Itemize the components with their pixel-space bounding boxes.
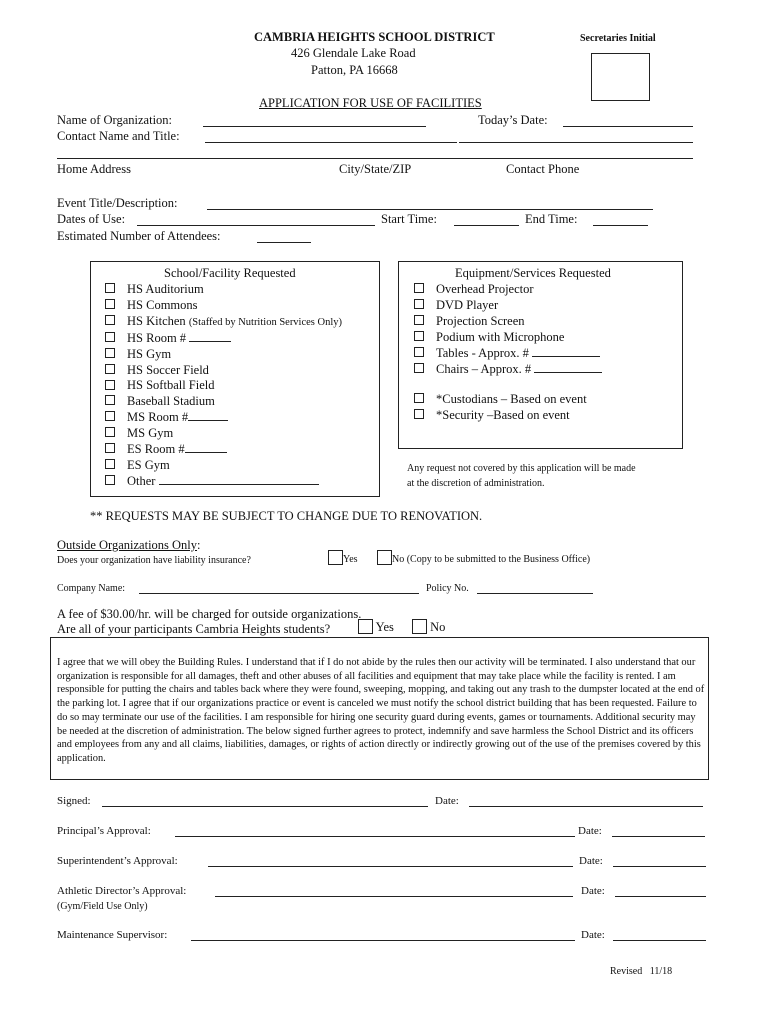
athletic-director-date-field[interactable]	[615, 896, 706, 897]
event-title-label: Event Title/Description:	[57, 196, 178, 210]
signed-date-field[interactable]	[469, 806, 703, 807]
equipment-item: Podium with Microphone	[414, 330, 602, 346]
checkbox-es-gym[interactable]	[105, 459, 115, 469]
dates-of-use-field[interactable]	[137, 225, 375, 226]
facility-item: HS Softball Field	[105, 378, 342, 394]
organization-name-label: Name of Organization:	[57, 113, 173, 127]
checkbox-hs-commons[interactable]	[105, 299, 115, 309]
facility-item: ES Room #	[105, 442, 342, 458]
secretaries-initial-box[interactable]	[591, 53, 650, 101]
superintendent-date-label: Date:	[579, 855, 603, 867]
outside-org-heading: Outside Organizations Only:	[57, 538, 201, 552]
facility-item: HS Room #	[105, 331, 342, 347]
kitchen-note: (Staffed by Nutrition Services Only)	[188, 316, 343, 328]
checkbox-projection-screen[interactable]	[414, 315, 424, 325]
dates-of-use-label: Dates of Use:	[57, 212, 126, 226]
signed-date-label: Date:	[435, 795, 459, 807]
athletic-director-date-label: Date:	[581, 885, 605, 897]
district-address-line1: 426 Glendale Lake Road	[291, 46, 416, 60]
superintendent-approval-label: Superintendent’s Approval:	[57, 855, 178, 867]
es-room-number-field[interactable]	[185, 452, 227, 453]
facility-list	[105, 282, 342, 490]
equipment-list	[414, 282, 602, 377]
todays-date-label: Today’s Date:	[478, 113, 548, 127]
maintenance-date-label: Date:	[581, 929, 605, 941]
company-name-label: Company Name:	[57, 583, 126, 594]
end-time-label: End Time:	[525, 212, 578, 226]
facility-heading: School/Facility Requested	[164, 266, 296, 280]
contact-title-field[interactable]	[459, 142, 693, 143]
contact-name-field[interactable]	[205, 142, 457, 143]
principal-date-field[interactable]	[612, 836, 705, 837]
insurance-no-option: No (Copy to be submitted to the Business Office)	[377, 552, 590, 567]
service-item: *Custodians – Based on event	[414, 392, 587, 408]
equipment-item: Chairs – Approx. #	[414, 362, 602, 378]
checkbox-other[interactable]	[105, 475, 115, 485]
equipment-item: Projection Screen	[414, 314, 602, 330]
checkbox-hs-soccer-field[interactable]	[105, 364, 115, 374]
attendees-field[interactable]	[257, 242, 311, 243]
checkbox-hs-softball-field[interactable]	[105, 380, 115, 390]
facility-item: Other	[105, 474, 342, 490]
participants-no-option: No	[412, 620, 445, 636]
start-time-field[interactable]	[454, 225, 519, 226]
insurance-question: Does your organization have liability insurance?	[57, 555, 251, 566]
insurance-yes-checkbox[interactable]	[328, 550, 343, 565]
checkbox-ms-gym[interactable]	[105, 427, 115, 437]
chairs-count-field[interactable]	[534, 372, 602, 373]
insurance-no-checkbox[interactable]	[377, 550, 392, 565]
ms-room-number-field[interactable]	[188, 420, 228, 421]
service-item: *Security –Based on event	[414, 408, 587, 424]
checkbox-baseball-stadium[interactable]	[105, 395, 115, 405]
principal-approval-label: Principal’s Approval:	[57, 825, 151, 837]
maintenance-date-field[interactable]	[613, 940, 706, 941]
checkbox-ms-room[interactable]	[105, 411, 115, 421]
maintenance-supervisor-label: Maintenance Supervisor:	[57, 929, 168, 941]
home-address-label: Home Address	[57, 162, 131, 176]
checkbox-chairs[interactable]	[414, 363, 424, 373]
revision-note: Revised 11/18	[610, 966, 673, 977]
hs-room-number-field[interactable]	[189, 341, 231, 342]
tables-count-field[interactable]	[532, 356, 600, 357]
participants-question: Are all of your participants Cambria Heights students?	[57, 622, 331, 636]
facility-item: HS Soccer Field	[105, 363, 342, 379]
principal-approval-field[interactable]	[175, 836, 575, 837]
city-state-zip-label: City/State/ZIP	[339, 162, 412, 176]
checkbox-podium-microphone[interactable]	[414, 331, 424, 341]
agreement-text: I agree that we will obey the Building Rules. I understand that if I do not abide by the rules then our activity will be terminated. I also understand that our organization is responsible for all damages, theft and other abuses of all facilities and equipment that may take place while the facility is rented. I am responsible for putting the chairs and tables back where they were found, sweeping, mopping, and taking out any trash to the dumpster located at the end of the parking lot. I agree that if our organizations practice or event is canceled we must notify the school district building that has been requested. Failure to do so may terminate our use of the facilities. I am responsible for hiring one security guard during events, games or tournaments. Additional security may be needed at the discretion of administration. The below signed further agrees to protect, indemnify and save harmless the School District and its officers and employees from any and all claims, liabilities, damages, or rights of action directly or indirectly growing out of the use of the premises covered by this application.	[57, 657, 705, 764]
checkbox-dvd-player[interactable]	[414, 299, 424, 309]
principal-date-label: Date:	[578, 825, 602, 837]
facility-item: MS Room #	[105, 410, 342, 426]
attendees-label: Estimated Number of Attendees:	[57, 229, 221, 243]
checkbox-custodians[interactable]	[414, 393, 424, 403]
participants-yes-checkbox[interactable]	[358, 619, 373, 634]
checkbox-overhead-projector[interactable]	[414, 283, 424, 293]
athletic-director-note: (Gym/Field Use Only)	[57, 901, 148, 912]
contact-name-label: Contact Name and Title:	[57, 129, 180, 143]
district-address-line2: Patton, PA 16668	[311, 63, 398, 77]
superintendent-approval-field[interactable]	[208, 866, 573, 867]
equipment-note-line2: at the discretion of administration.	[407, 478, 545, 489]
equipment-heading: Equipment/Services Requested	[455, 266, 611, 280]
checkbox-security[interactable]	[414, 409, 424, 419]
start-time-label: Start Time:	[381, 212, 437, 226]
equipment-item: Tables - Approx. #	[414, 346, 602, 362]
facility-item: ES Gym	[105, 458, 342, 474]
todays-date-field[interactable]	[563, 126, 693, 127]
organization-name-field[interactable]	[203, 126, 426, 127]
end-time-field[interactable]	[593, 225, 648, 226]
form-title: APPLICATION FOR USE OF FACILITIES	[259, 96, 482, 110]
renovation-notice: ** REQUESTS MAY BE SUBJECT TO CHANGE DUE TO RENOVATION.	[90, 509, 483, 523]
checkbox-hs-gym[interactable]	[105, 348, 115, 358]
facility-item: MS Gym	[105, 426, 342, 442]
facility-item: HS Kitchen (Staffed by Nutrition Services Only)	[105, 314, 342, 331]
insurance-yes-option: Yes	[328, 552, 358, 567]
fee-notice: A fee of $30.00/hr. will be charged for outside organizations.	[57, 607, 362, 621]
facility-item: HS Gym	[105, 347, 342, 363]
services-list	[414, 392, 587, 424]
equipment-item: Overhead Projector	[414, 282, 602, 298]
district-name: CAMBRIA HEIGHTS SCHOOL DISTRICT	[254, 30, 495, 44]
maintenance-supervisor-field[interactable]	[191, 940, 575, 941]
event-title-field[interactable]	[207, 209, 653, 210]
facility-item: HS Commons	[105, 298, 342, 314]
checkbox-hs-kitchen[interactable]	[105, 315, 115, 325]
contact-phone-label: Contact Phone	[506, 162, 580, 176]
secretaries-initial-label: Secretaries Initial	[580, 33, 656, 44]
equipment-note-line1: Any request not covered by this application will be made	[407, 463, 636, 474]
participants-yes-option: Yes	[358, 620, 394, 636]
other-facility-field[interactable]	[159, 484, 319, 485]
policy-number-field[interactable]	[477, 593, 593, 594]
signature-field[interactable]	[102, 806, 428, 807]
checkbox-hs-auditorium[interactable]	[105, 283, 115, 293]
facility-item: HS Auditorium	[105, 282, 342, 298]
company-name-field[interactable]	[139, 593, 419, 594]
checkbox-hs-room[interactable]	[105, 332, 115, 342]
checkbox-es-room[interactable]	[105, 443, 115, 453]
home-address-field[interactable]	[57, 158, 693, 159]
checkbox-tables[interactable]	[414, 347, 424, 357]
signed-label: Signed:	[57, 795, 91, 807]
facility-item: Baseball Stadium	[105, 394, 342, 410]
equipment-item: DVD Player	[414, 298, 602, 314]
superintendent-date-field[interactable]	[613, 866, 706, 867]
participants-no-checkbox[interactable]	[412, 619, 427, 634]
athletic-director-approval-label: Athletic Director’s Approval:	[57, 885, 187, 897]
policy-number-label: Policy No.	[426, 583, 469, 594]
athletic-director-approval-field[interactable]	[215, 896, 573, 897]
